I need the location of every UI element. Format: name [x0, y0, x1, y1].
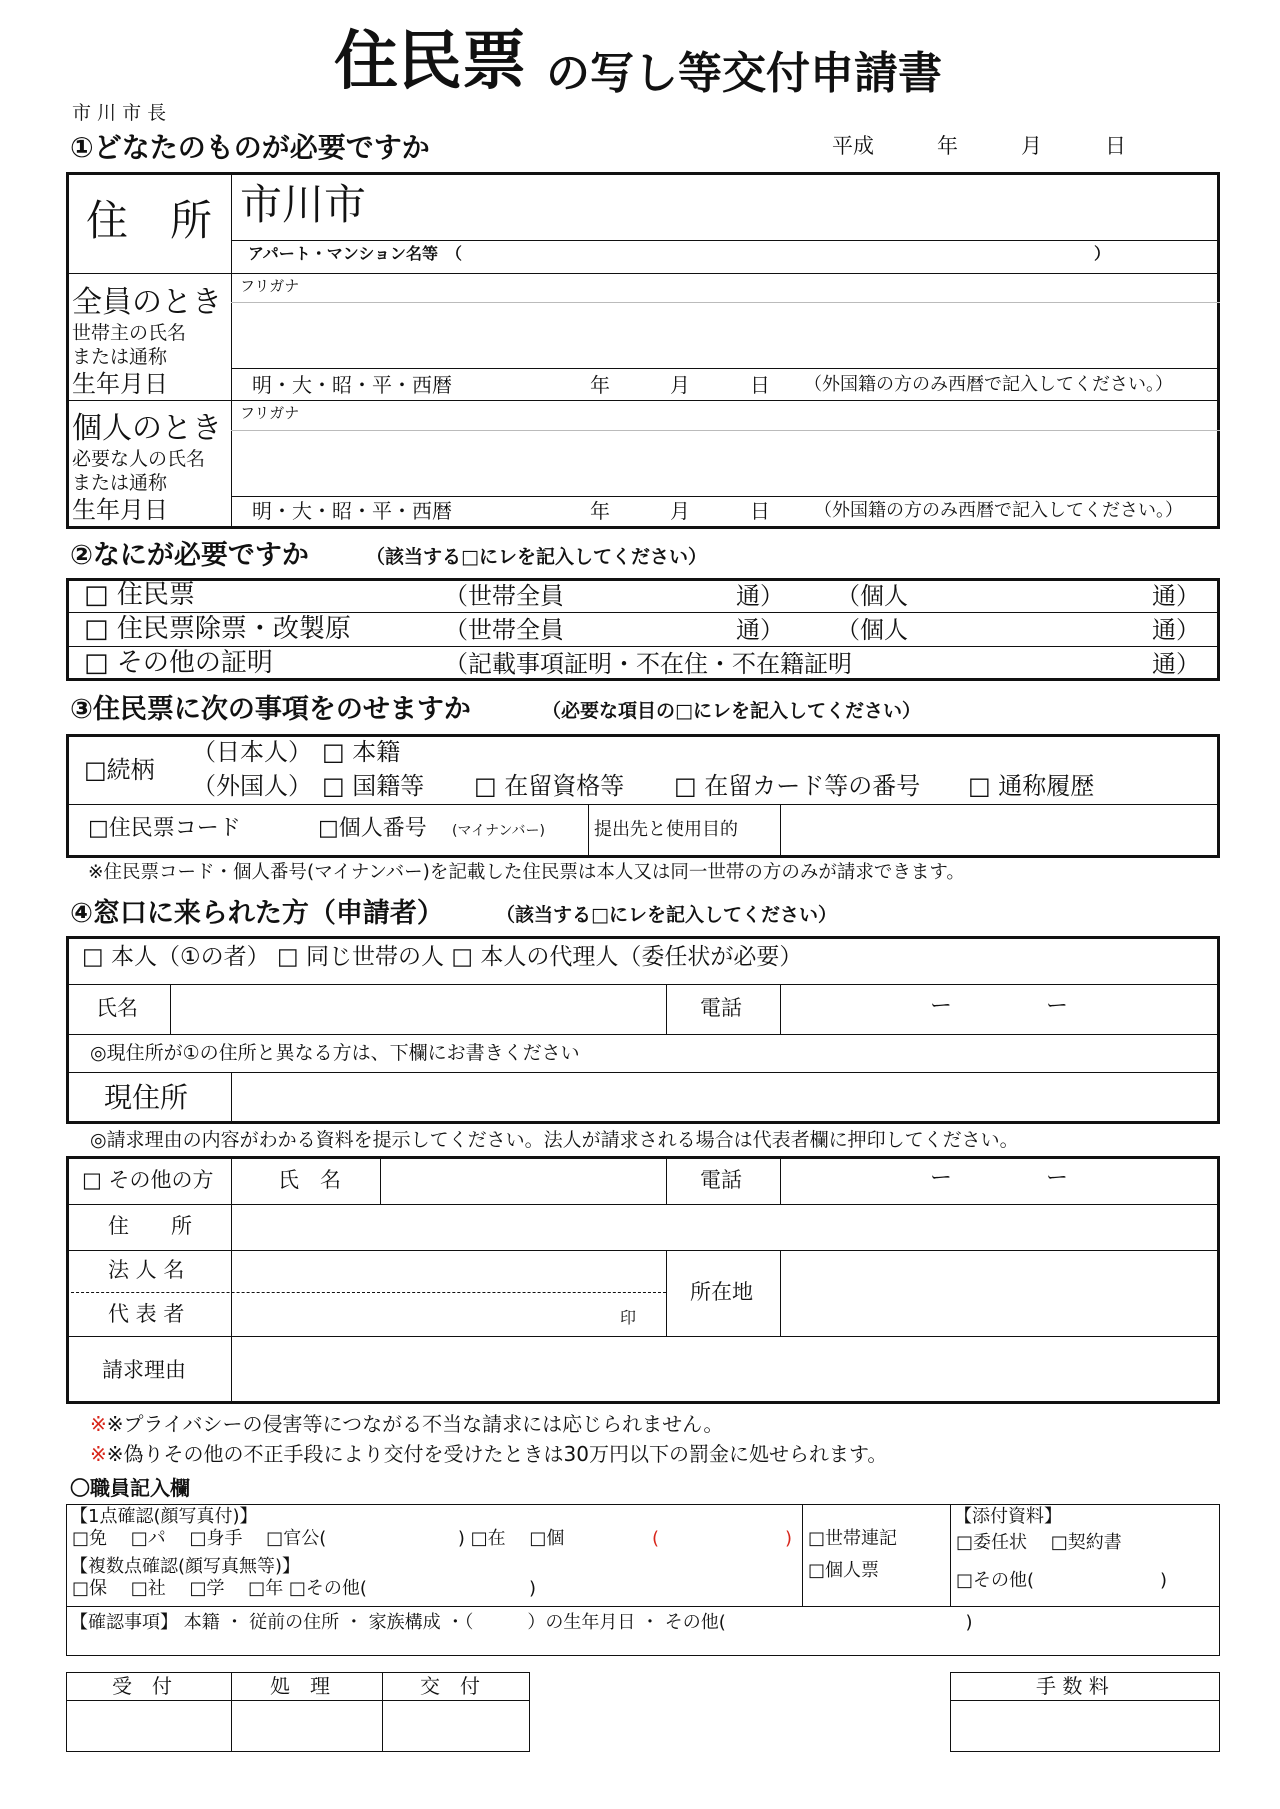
address-note: ◎現住所が①の住所と異なる方は、下欄にお書きください — [90, 1042, 580, 1064]
s2-row3-count[interactable]: 通） — [1152, 650, 1200, 678]
s2-row3-label[interactable]: □ その他の証明 — [84, 648, 273, 678]
process-label: 処 理 — [270, 1674, 330, 1698]
s2-row1-count[interactable]: 通） — [736, 582, 784, 610]
attachment-title: 【添付資料】 — [954, 1506, 1062, 1527]
s2-row2-individual: （個人 — [836, 616, 908, 644]
warning-1: ※※プライバシーの侵害等につながる不当な請求には応じられません。 — [90, 1412, 724, 1436]
apartment-label[interactable]: アパート・マンション名等 （ — [248, 244, 463, 263]
era-1[interactable]: 明・大・昭・平・西暦 — [252, 373, 452, 397]
code-checkbox[interactable]: □住民票コード — [88, 816, 241, 841]
request-reason-label: 請求理由 — [102, 1358, 186, 1382]
ymd-1[interactable]: 年 月 日 — [590, 373, 770, 397]
addressee: 市 川 市 長 — [72, 102, 167, 124]
zairyu-checkbox[interactable]: □ 在留資格等 — [474, 772, 625, 800]
foreign-note-1: （外国籍の方のみ西暦で記入してください。） — [804, 374, 1173, 395]
other-phone-dash-2: ー — [1046, 1166, 1069, 1191]
s2-row1-individual: （個人 — [836, 582, 908, 610]
furigana-1: フリガナ — [240, 277, 300, 295]
s2-row2-label[interactable]: □ 住民票除票・改製原 — [84, 614, 351, 644]
s2-row1-label[interactable]: □ 住民票 — [84, 580, 195, 610]
reason-note: ◎請求理由の内容がわかる資料を提示してください。法人が請求される場合は代表者欄に押印してください。 — [90, 1129, 1019, 1151]
birth-label-2: 生年月日 — [72, 496, 168, 524]
s3-footnote: ※住民票コード・個人番号(マイナンバー)を記載した住民票は本人又は同一世帯の方のみが請求できます。 — [88, 862, 965, 883]
individual-sub2: または通称 — [72, 472, 168, 494]
era-2[interactable]: 明・大・昭・平・西暦 — [252, 499, 452, 523]
other-person-checkbox[interactable]: □ その他の方 — [82, 1168, 214, 1192]
location-label: 所在地 — [690, 1280, 753, 1304]
attachment-items-1[interactable]: □委任状 □契約書 — [956, 1532, 1122, 1553]
section1-heading: ①どなたのものが必要ですか — [70, 131, 430, 164]
individual-title: 個人のとき — [72, 411, 222, 446]
fee-label: 手 数 料 — [1036, 1674, 1109, 1698]
foreign-note-2: （外国籍の方のみ西暦で記入してください。） — [814, 500, 1183, 521]
s2-row2-count2[interactable]: 通） — [1152, 616, 1200, 644]
s2-row2-household: （世帯全員 — [444, 616, 564, 644]
location-field[interactable] — [784, 1254, 1214, 1332]
title-rest: の写し等交付申請書 — [546, 48, 942, 99]
section2-heading: ②なにが必要ですか — [70, 540, 309, 571]
date-line[interactable]: 平成 年 月 日 — [832, 134, 1126, 158]
check1-red: ( ) — [652, 1528, 793, 1549]
other-name-label: 氏 名 — [278, 1168, 341, 1192]
other-name-field[interactable] — [384, 1160, 662, 1200]
check2-title: 【複数点確認(顔写真無等)】 — [70, 1556, 301, 1577]
all-members-title: 全員のとき — [72, 285, 222, 320]
current-address-field[interactable] — [236, 1076, 1214, 1120]
card-checkbox[interactable]: □ 在留カード等の番号 — [674, 772, 921, 800]
address-city[interactable]: 市川市 — [240, 180, 367, 229]
s2-row3-cert: （記載事項証明・不在住・不在籍証明 — [444, 650, 852, 678]
apartment-close: ） — [1094, 244, 1111, 263]
section2-note: （該当する□にレを記入してください） — [366, 546, 707, 568]
confirm-items[interactable]: 【確認事項】 本籍 ・ 従前の住所 ・ 家族構成 ・（ ）の生年月日 ・ その他( ) — [70, 1612, 973, 1633]
s2-row2-count[interactable]: 通） — [736, 616, 784, 644]
household-checkbox[interactable]: □世帯連記 — [808, 1528, 898, 1549]
japanese-label: （日本人） — [192, 738, 312, 766]
birth-label-1: 生年月日 — [72, 370, 168, 398]
staff-heading: 〇職員記入欄 — [70, 1476, 190, 1500]
name-field[interactable] — [174, 988, 662, 1030]
title-main: 住民票 — [334, 25, 526, 99]
ymd-2[interactable]: 年 月 日 — [590, 499, 770, 523]
warning-1-text: ※プライバシーの侵害等につながる不当な請求には応じられません。 — [106, 1412, 724, 1436]
phone-dash-1: ー — [930, 994, 953, 1019]
corporation-label: 法 人 名 — [108, 1258, 185, 1282]
individual-sub1: 必要な人の氏名 — [72, 448, 206, 470]
kokuseki-checkbox[interactable]: □ 国籍等 — [322, 772, 425, 800]
foreigner-label: （外国人） — [192, 772, 312, 800]
issue-label: 交 付 — [420, 1674, 480, 1698]
warning-2: ※※偽りその他の不正手段により交付を受けたときは30万円以下の罰金に処せられます。 — [90, 1442, 888, 1466]
other-address-label: 住 所 — [108, 1214, 192, 1238]
section3-note: （必要な項目の□にレを記入してください） — [542, 700, 921, 722]
phone-label: 電話 — [700, 996, 742, 1020]
check2-items[interactable]: □保 □社 □学 □年 □その他( ) — [72, 1578, 536, 1599]
request-reason-field[interactable] — [236, 1340, 1214, 1400]
all-members-sub2: または通称 — [72, 346, 168, 368]
phone-dash-2: ー — [1046, 994, 1069, 1019]
other-address-field[interactable] — [236, 1208, 1214, 1246]
current-address-label: 現住所 — [104, 1081, 189, 1114]
purpose-field[interactable] — [786, 808, 1214, 854]
address-label: 住 所 — [86, 196, 213, 245]
other-phone-label: 電話 — [700, 1168, 742, 1192]
mynumber-checkbox[interactable]: □個人番号 — [318, 816, 427, 841]
attachment-items-2[interactable]: □その他( ) — [956, 1570, 1168, 1591]
name-label: 氏名 — [96, 996, 138, 1020]
honseki-checkbox[interactable]: □ 本籍 — [322, 738, 401, 766]
s2-row1-household: （世帯全員 — [444, 582, 564, 610]
zokugara-checkbox[interactable]: □続柄 — [84, 756, 155, 784]
s2-row1-count2[interactable]: 通） — [1152, 582, 1200, 610]
furigana-2: フリガナ — [240, 404, 300, 422]
representative-label: 代 表 者 — [108, 1302, 185, 1326]
other-phone-dash-1: ー — [930, 1166, 953, 1191]
section4-note: （該当する□にレを記入してください） — [496, 904, 837, 926]
check1-title: 【1点確認(顔写真付)】 — [70, 1506, 258, 1527]
mynumber-small: (マイナンバー) — [452, 823, 545, 839]
warning-2-text: ※偽りその他の不正手段により交付を受けたときは30万円以下の罰金に処せられます。 — [106, 1442, 888, 1466]
purpose-label: 提出先と使用目的 — [594, 819, 738, 840]
all-members-sub1: 世帯主の氏名 — [72, 322, 187, 344]
applicant-options[interactable]: □ 本人（①の者） □ 同じ世帯の人 □ 本人の代理人（委任状が必要） — [82, 944, 803, 970]
individual-checkbox[interactable]: □個人票 — [808, 1560, 880, 1581]
receipt-label: 受 付 — [112, 1674, 172, 1698]
check1-items[interactable]: □免 □パ □身手 □官公( ) □在 □個 — [72, 1528, 565, 1549]
section3-heading: ③住民票に次の事項をのせますか — [70, 694, 471, 725]
section4-heading: ④窓口に来られた方（申請者） — [70, 898, 444, 929]
seal-mark: 印 — [620, 1308, 637, 1327]
tsusho-checkbox[interactable]: □ 通称履歴 — [968, 772, 1095, 800]
